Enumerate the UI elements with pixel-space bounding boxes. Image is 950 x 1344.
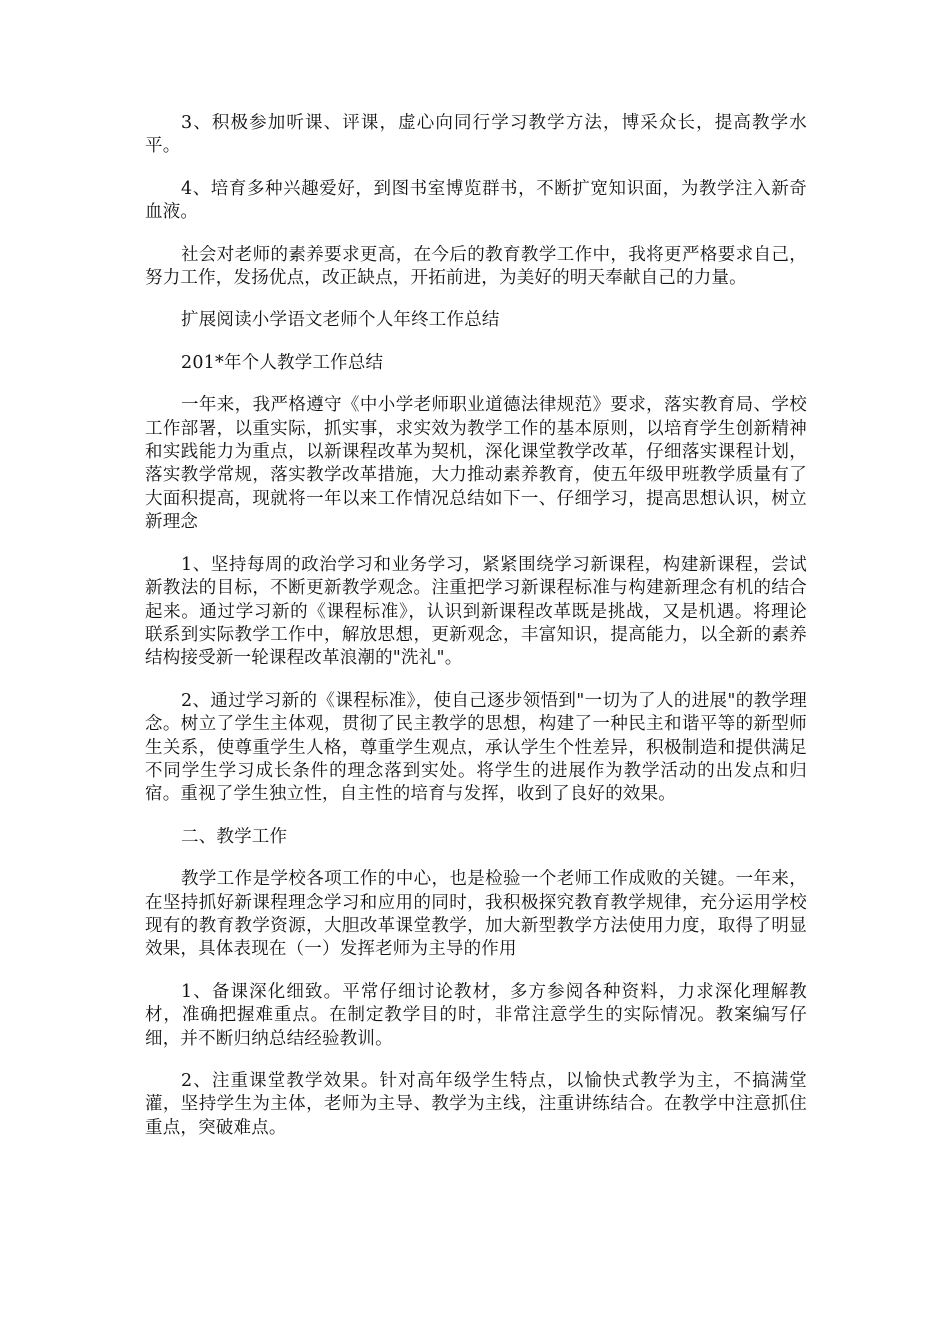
- annual-summary-title: 201*年个人教学工作总结: [181, 352, 384, 373]
- paragraph-study-item-2: 2、通过学习新的《课程标准》，使自己逐步领悟到"一切为了人的进展"的教学理念。树立了学生主体观，贯彻了民主教学的思想，构建了一种民主和谐平等的新型师生关系，使尊重学生人格，尊重学生观点，承认学生个性差异，积极制造和提供满足不同学生学习成长条件的理念落到实处。将学生的进展作为教学活动的出发点和归宿。重视了学生独立性，自主性的培育与发挥，收到了良好的效果。: [145, 690, 807, 805]
- section-heading-teaching-work: 二、教学工作: [181, 826, 288, 847]
- paragraph-teaching-work-intro: 教学工作是学校各项工作的中心，也是检验一个老师工作成败的关键。一年来，在坚持抓好新课程理念学习和应用的同时，我积极探究教育教学规律，充分运用学校现有的教育教学资源，大胆改革课堂教学，加大新型教学方法使用力度，取得了明显效果，具体表现在（一）发挥老师为主导的作用: [145, 869, 807, 960]
- paragraph-lesson-preparation: 1、备课深化细致。平常仔细讨论教材，多方参阅各种资料，力求深化理解教材，准确把握难重点。在制定教学目的时，非常注意学生的实际情况。教案编写仔细，并不断归纳总结经验教训。: [145, 981, 807, 1049]
- paragraph-year-overview: 一年来，我严格遵守《中小学老师职业道德法律规范》要求，落实教育局、学校工作部署，以重实际，抓实事，求实效为教学工作的基本原则，以培育学生创新精神和实践能力为重点，以新课程改革为契机，深化课堂教学改革，仔细落实课程计划，落实教学常规，落实教学改革措施，大力推动素养教育，使五年级甲班教学质量有了大面积提高，现就将一年以来工作情况总结如下一、仔细学习，提高思想认识，树立新理念: [145, 395, 807, 533]
- extended-reading-heading: 扩展阅读小学语文老师个人年终工作总结: [181, 310, 500, 331]
- paragraph-study-item-1: 1、坚持每周的政治学习和业务学习，紧紧围绕学习新课程，构建新课程，尝试新教法的目标，不断更新教学观念。注重把学习新课程标准与构建新理念有机的结合起来。通过学习新的《课程标准》，认识到新课程改革既是挑战，又是机遇。将理论联系到实际教学工作中，解放思想，更新观念，丰富知识，提高能力，以全新的素养结构接受新一轮课程改革浪潮的"洗礼"。: [145, 554, 807, 669]
- paragraph-society-requirements: 社会对老师的素养要求更高，在今后的教育教学工作中，我将更严格要求自己，努力工作，发扬优点，改正缺点，开拓前进，为美好的明天奉献自己的力量。: [145, 244, 807, 289]
- paragraph-item-3: 3、积极参加听课、评课，虚心向同行学习教学方法，博采众长，提高教学水平。: [145, 113, 807, 157]
- document-body: [145, 112, 807, 1159]
- paragraph-item-4: 4、培育多种兴趣爱好，到图书室博览群书，不断扩宽知识面，为教学注入新奇血液。: [145, 178, 807, 223]
- paragraph-classroom-effect: 2、注重课堂教学效果。针对高年级学生特点，以愉快式教学为主，不搞满堂灌，坚持学生为主体，老师为主导、教学为主线，注重讲练结合。在教学中注意抓住重点，突破难点。: [145, 1071, 807, 1138]
